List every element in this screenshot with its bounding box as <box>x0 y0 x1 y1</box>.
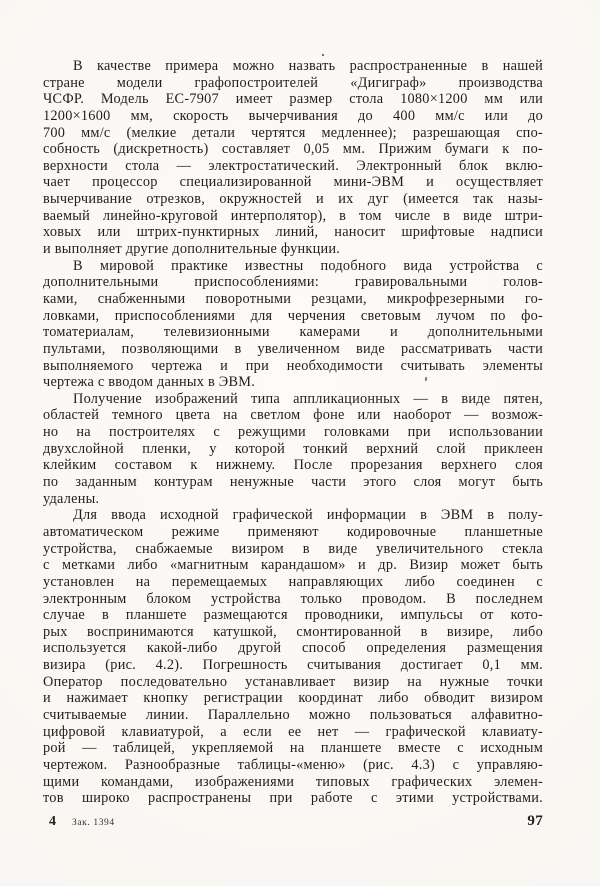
text-line: тов широко распространены при работе с этими устройствами. <box>43 790 543 807</box>
page-number: 97 <box>527 813 543 829</box>
text-line: чертежа с вводом данных в ЭВМ. <box>43 374 256 391</box>
paragraph <box>43 58 543 258</box>
text-line: используется какой-либо другой способ определения размещения <box>43 640 543 657</box>
text-line: томатериалам, телевизионными камерами и дополнительными <box>43 324 543 341</box>
text-line: ховых или штрих-пунктирных линий, наносит шрифтовые надписи <box>43 224 543 241</box>
text-line: клейким составом к нижнему. После прорезания верхнего слоя <box>43 457 543 474</box>
text-line: удалены. <box>43 490 100 507</box>
text-line: рых воспринимаются катушкой, смонтированной в визире, либо <box>43 623 543 640</box>
text-line: устройства, снабжаемые визиром в виде увеличительного стекла <box>43 540 543 557</box>
text-line: пультами, позволяющими в увеличенном виде рассматривать части <box>43 340 543 357</box>
text-line: случае в планшете размещаются проводники, импульсы от кото- <box>43 607 543 624</box>
text-line: щими командами, изображениями типовых графических элемен- <box>43 773 543 790</box>
printer-order-label: Зак. 1394 <box>72 818 115 828</box>
text-line: верхности стола — электростатический. Электронный блок вклю- <box>43 157 543 174</box>
text-line: стране модели графопостроителей «Дигиграф» производства <box>43 74 543 91</box>
text-line: ловками, приспособлениями для черчения световым лучом по фо- <box>43 307 543 324</box>
text-line: областей темного цвета на светлом фоне или наоборот — возмож- <box>43 407 543 424</box>
paragraph <box>43 507 543 807</box>
text-line: двухслойной пленки, у которой тонкий верхний слой приклеен <box>43 440 543 457</box>
text-line: цифровой клавиатурой, а если ее нет — графической клавиату- <box>43 723 543 740</box>
text-line: чает процессор специализированной мини-ЭВМ и осуществляет <box>43 174 543 191</box>
text-line: дополнительными приспособлениями: гравировальными голов- <box>43 274 543 291</box>
text-block <box>43 58 543 807</box>
printer-signature-number: 4 <box>49 814 57 829</box>
text-line: Получение изображений типа аппликационных — в виде пятен, <box>73 390 543 407</box>
text-line: ками, снабженными поворотными резцами, микрофрезерными го- <box>43 290 543 307</box>
text-line: по заданным контурам ненужные части этого слоя могут быть <box>43 474 543 491</box>
scan-speck <box>322 54 324 56</box>
text-line: вычерчивание отрезков, окружностей и их дуг (имеется так назы- <box>43 191 543 208</box>
text-line: 1200×1600 мм, скорость вычерчивания до 400 мм/с или до <box>43 107 543 124</box>
page-footer <box>43 814 543 834</box>
text-line: Для ввода исходной графической информации в ЭВМ в полу- <box>73 507 543 524</box>
text-line: чертежом. Разнообразные таблицы-«меню» (рис. 4.3) с управляю- <box>43 756 543 773</box>
text-line: В качестве примера можно назвать распространенные в нашей <box>73 58 543 74</box>
text-line: визира (рис. 4.2). Погрешность считывания достигает 0,1 мм. <box>43 657 543 674</box>
text-line: выполняемого чертежа и при необходимости считывать элементы <box>43 357 543 374</box>
text-line: ваемый линейно-круговой интерполятор), в том числе в виде штри- <box>43 207 543 224</box>
text-line: Оператор последовательно устанавливает визир на нужные точки <box>43 673 543 690</box>
text-line: 700 мм/с (мелкие детали чертятся медленнее); разрешающая спо- <box>43 124 543 141</box>
text-line: считываемые линии. Параллельно можно пользоваться алфавитно- <box>43 706 543 723</box>
text-line: рой — таблицей, укрепляемой на планшете вместе с исходным <box>43 740 543 757</box>
text-line: ЧСФР. Модель ЕС-7907 имеет размер стола 1080×1200 мм или <box>43 91 543 108</box>
text-line: собность (дискретность) составляет 0,05 мм. Прижим бумаги к по- <box>43 141 543 158</box>
text-line: но на построителях с режущими головками при использовании <box>43 424 543 441</box>
text-line: В мировой практике известны подобного вида устройства с <box>73 257 543 274</box>
paragraph <box>43 391 543 507</box>
paragraph <box>43 258 543 391</box>
text-line: установлен на перемещаемых направляющих либо соединен с <box>43 573 543 590</box>
text-line: и нажимает кнопку регистрации координат либо обводит визиром <box>43 690 543 707</box>
text-line: электронным блоком устройства только проводом. В последнем <box>43 590 543 607</box>
text-line: с метками либо «магнитным карандашом» и др. Визир может быть <box>43 557 543 574</box>
text-line: и выполняет другие дополнительные функции. <box>43 241 341 258</box>
text-line: автоматическом режиме применяют кодировочные планшетные <box>43 523 543 540</box>
